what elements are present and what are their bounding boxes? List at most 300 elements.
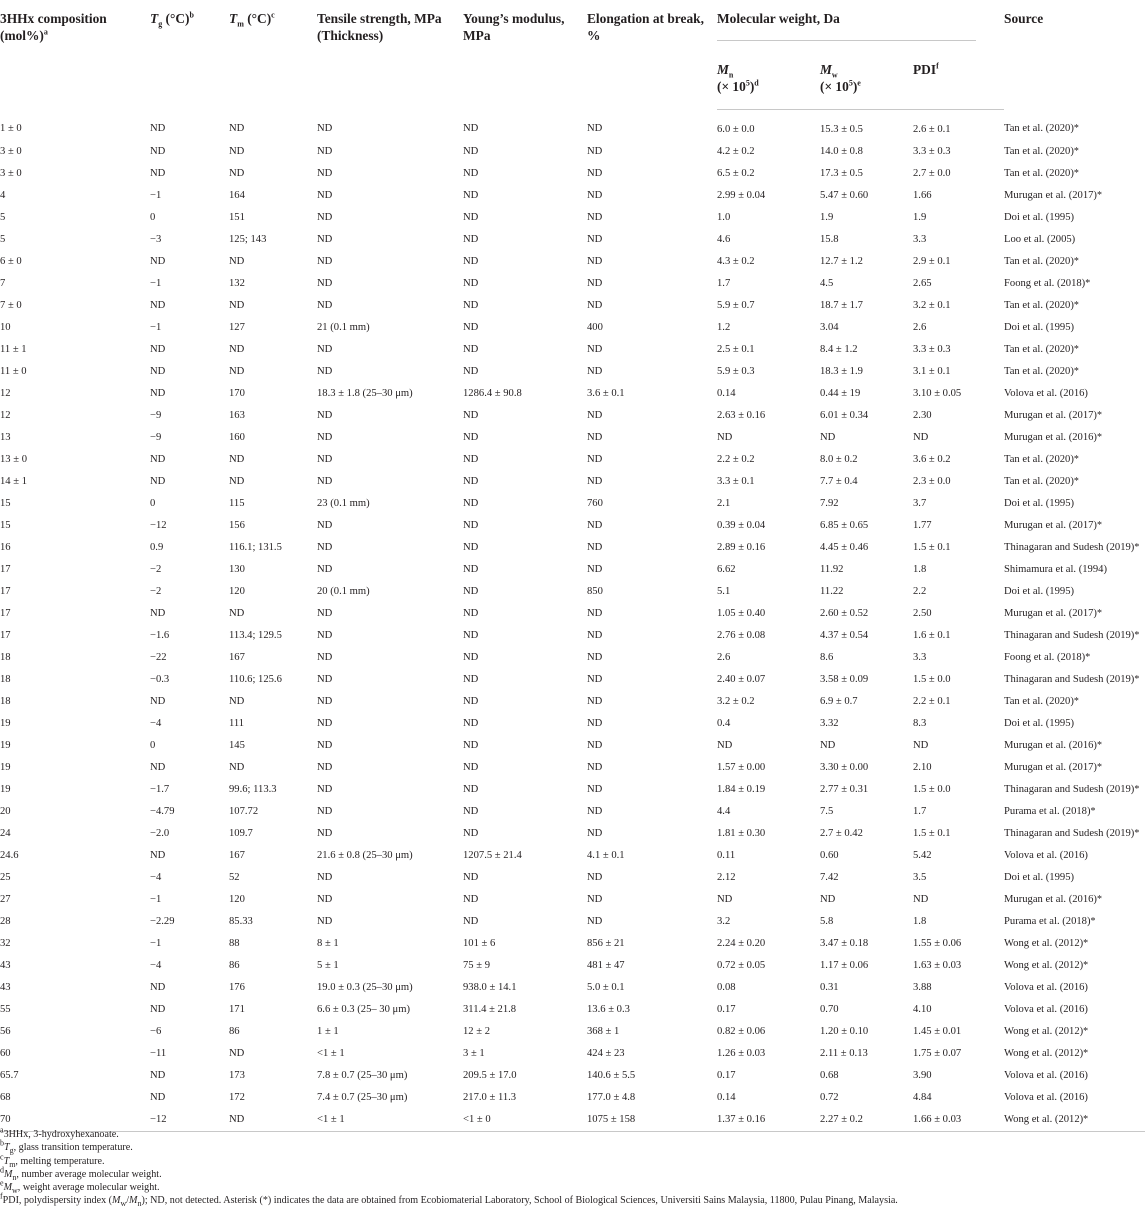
asterisk-marker: *: [1073, 475, 1079, 487]
cell-tensile-strength: 23 (0.1 mm): [317, 497, 370, 509]
cell-pdi: 2.2 ± 0.1: [913, 695, 951, 707]
cell-mn: 1.7: [717, 277, 731, 289]
cell-elongation: 1075 ± 158: [587, 1108, 717, 1132]
table-row: [0, 492, 1145, 514]
cell-tensile-strength: ND: [317, 519, 333, 531]
asterisk-marker: *: [1090, 915, 1096, 927]
cell-tg: −1: [150, 893, 162, 905]
cell-tg: ND: [150, 1091, 166, 1103]
cell-mn: 2.40 ± 0.07: [717, 673, 766, 685]
cell-tm: 88: [229, 937, 240, 949]
cell-mn: 0.82 ± 0.06: [717, 1025, 766, 1037]
cell-pdi: 3.7: [913, 497, 927, 509]
cell-source: Tan et al. (2020)*: [1004, 695, 1079, 707]
cell-youngs-modulus: ND: [463, 585, 479, 597]
cell-tm: ND: [229, 167, 245, 179]
cell-mn: ND: [717, 739, 733, 751]
asterisk-marker: *: [1083, 1025, 1089, 1037]
cell-mn: 5.9 ± 0.3: [717, 365, 755, 377]
table-row: [0, 910, 1145, 932]
cell-elongation: ND: [587, 189, 603, 201]
cell-mn: 2.76 ± 0.08: [717, 629, 766, 641]
cell-mw: 1.20 ± 0.10: [820, 1025, 869, 1037]
cell-elongation: ND: [587, 915, 603, 927]
table-row: [0, 998, 1145, 1020]
cell-tm: 172: [229, 1091, 245, 1103]
cell-tensile-strength: ND: [317, 189, 333, 201]
cell-tensile-strength: ND: [317, 123, 333, 135]
asterisk-marker: *: [1083, 959, 1089, 971]
table-row: [0, 668, 1145, 690]
cell-mn: 0.14: [717, 387, 736, 399]
cell-pdi: 1.75 ± 0.07: [913, 1047, 962, 1059]
cell-mn: 2.12: [717, 871, 736, 883]
table-row: [0, 932, 1145, 954]
cell-mn: 3.2 ± 0.2: [717, 695, 755, 707]
cell-composition: 15: [0, 497, 11, 509]
cell-youngs-modulus: ND: [463, 123, 479, 135]
cell-youngs-modulus: ND: [463, 299, 479, 311]
cell-tensile-strength: ND: [317, 365, 333, 377]
cell-source: Doi et al. (1995): [1004, 497, 1075, 509]
cell-source: Tan et al. (2020)*: [1004, 475, 1079, 487]
cell-tensile-strength: ND: [317, 233, 333, 245]
cell-mn: 1.0: [717, 211, 731, 223]
cell-mn: 0.4: [717, 717, 731, 729]
cell-mw: 18.7 ± 1.7: [820, 299, 863, 311]
cell-pdi: 1.5 ± 0.1: [913, 827, 951, 839]
cell-composition: 68: [0, 1091, 11, 1103]
cell-tg: −2.29: [150, 915, 175, 927]
table-row: [0, 448, 1145, 470]
cell-mw: ND: [820, 431, 836, 443]
cell-tm: ND: [229, 607, 245, 619]
cell-elongation: ND: [587, 475, 603, 487]
cell-mw: 3.47 ± 0.18: [820, 937, 869, 949]
table-row: [0, 602, 1145, 624]
cell-mw: 1.9: [820, 211, 834, 223]
cell-pdi: 3.3: [913, 651, 927, 663]
cell-tensile-strength: <1 ± 1: [317, 1047, 345, 1059]
cell-tm: 120: [229, 585, 245, 597]
table-row: [0, 404, 1145, 426]
cell-mn: 2.6: [717, 651, 731, 663]
cell-mn: 0.39 ± 0.04: [717, 519, 766, 531]
cell-composition: 1 ± 0: [0, 123, 22, 135]
cell-elongation: ND: [587, 277, 603, 289]
cell-pdi: 1.7: [913, 805, 927, 817]
cell-pdi: 2.6: [913, 321, 927, 333]
cell-mn: 0.11: [717, 849, 736, 861]
cell-youngs-modulus: ND: [463, 233, 479, 245]
cell-elongation: ND: [587, 783, 603, 795]
cell-youngs-modulus: ND: [463, 255, 479, 267]
cell-tg: ND: [150, 761, 166, 773]
cell-youngs-modulus: ND: [463, 277, 479, 289]
cell-mw: 3.04: [820, 321, 839, 333]
cell-elongation: ND: [587, 761, 603, 773]
cell-tg: ND: [150, 145, 166, 157]
asterisk-marker: *: [1134, 827, 1140, 839]
cell-tg: ND: [150, 255, 166, 267]
cell-tensile-strength: ND: [317, 673, 333, 685]
cell-mn: 0.14: [717, 1091, 736, 1103]
asterisk-marker: *: [1096, 189, 1102, 201]
asterisk-marker: *: [1134, 673, 1140, 685]
cell-source: Murugan et al. (2016)*: [1004, 739, 1102, 751]
cell-youngs-modulus: ND: [463, 145, 479, 157]
cell-youngs-modulus: ND: [463, 453, 479, 465]
header-molecular-weight: Molecular weight, Da: [717, 0, 1004, 50]
cell-elongation: ND: [587, 717, 603, 729]
cell-source: Tan et al. (2020)*: [1004, 453, 1079, 465]
cell-mw: 4.5: [820, 277, 834, 289]
cell-tg: 0: [150, 211, 156, 223]
cell-youngs-modulus: 311.4 ± 21.8: [463, 1003, 517, 1015]
cell-tg: −9: [150, 431, 162, 443]
cell-source: Wong et al. (2012)*: [1004, 1108, 1145, 1132]
cell-source: Murugan et al. (2017)*: [1004, 189, 1102, 201]
cell-tensile-strength: 6.6 ± 0.3 (25– 30 μm): [317, 1003, 411, 1015]
cell-tm: ND: [229, 475, 245, 487]
cell-composition: 17: [0, 607, 11, 619]
cell-tg: −1: [150, 277, 162, 289]
cell-tg: −12: [150, 519, 167, 531]
cell-mw: 0.72: [820, 1091, 839, 1103]
cell-source: Doi et al. (1995): [1004, 717, 1075, 729]
cell-mw: 6.01 ± 0.34: [820, 409, 869, 421]
cell-elongation: ND: [587, 827, 603, 839]
header-pdi: PDI$^f$: [913, 50, 1004, 110]
cell-mw: ND: [820, 739, 836, 751]
cell-youngs-modulus: 209.5 ± 17.0: [463, 1069, 517, 1081]
cell-tensile-strength: ND: [317, 827, 333, 839]
cell-tm: 130: [229, 563, 245, 575]
cell-composition: 5: [0, 233, 6, 245]
cell-elongation: ND: [587, 519, 603, 531]
cell-pdi: 2.3 ± 0.0: [913, 475, 951, 487]
cell-tg: ND: [150, 475, 166, 487]
cell-youngs-modulus: ND: [463, 739, 479, 751]
cell-composition: 20: [0, 805, 11, 817]
asterisk-marker: *: [1134, 629, 1140, 641]
cell-mn: 2.2 ± 0.2: [717, 453, 755, 465]
cell-composition: 24: [0, 827, 11, 839]
cell-elongation: ND: [587, 607, 603, 619]
cell-tensile-strength: ND: [317, 695, 333, 707]
cell-youngs-modulus: ND: [463, 651, 479, 663]
cell-pdi: 3.3 ± 0.3: [913, 145, 951, 157]
cell-mn: 2.89 ± 0.16: [717, 541, 766, 553]
cell-source: Volova et al. (2016): [1004, 1091, 1088, 1103]
cell-mn: 3.2: [717, 915, 731, 927]
table-row: [0, 646, 1145, 668]
cell-pdi: 3.90: [913, 1069, 932, 1081]
cell-tensile-strength: 21 (0.1 mm): [317, 321, 370, 333]
cell-tensile-strength: ND: [317, 409, 333, 421]
cell-mw: 0.68: [820, 1069, 839, 1081]
cell-source: Wong et al. (2012)*: [1004, 1025, 1089, 1037]
cell-tensile-strength: ND: [317, 563, 333, 575]
cell-elongation: ND: [587, 673, 603, 685]
header-tm: $T_m$ $(^\circ C)^c$: [229, 10, 275, 29]
cell-pdi: 1.45 ± 0.01: [913, 1025, 962, 1037]
cell-mw: 4.37 ± 0.54: [820, 629, 869, 641]
cell-youngs-modulus: ND: [463, 695, 479, 707]
cell-tg: ND: [150, 1069, 166, 1081]
cell-source: Wong et al. (2012)*: [1004, 937, 1089, 949]
asterisk-marker: *: [1096, 431, 1102, 443]
cell-tg: −1.7: [150, 783, 170, 795]
cell-pdi: 2.10: [913, 761, 932, 773]
table-row: [0, 866, 1145, 888]
cell-tg: ND: [150, 365, 166, 377]
cell-pdi: 3.3: [913, 233, 927, 245]
cell-mn: 6.0 ± 0.0: [717, 123, 755, 135]
cell-tm: 113.4; 129.5: [229, 629, 282, 641]
cell-tensile-strength: ND: [317, 629, 333, 641]
asterisk-marker: *: [1090, 805, 1096, 817]
cell-source: Thinagaran and Sudesh (2019)*: [1004, 629, 1140, 641]
footnote-c: $^cT_m$, melting temperature.: [0, 1152, 105, 1169]
cell-elongation: ND: [587, 453, 603, 465]
asterisk-marker: *: [1134, 541, 1140, 553]
cell-tensile-strength: ND: [317, 343, 333, 355]
cell-pdi: 1.8: [913, 915, 927, 927]
cell-mn: 1.84 ± 0.19: [717, 783, 766, 795]
cell-source: Volova et al. (2016): [1004, 849, 1088, 861]
cell-tm: ND: [229, 761, 245, 773]
cell-tensile-strength: ND: [317, 871, 333, 883]
cell-tm: 145: [229, 739, 245, 751]
table-row: [0, 624, 1145, 646]
cell-tensile-strength: ND: [317, 299, 333, 311]
cell-tensile-strength: 19.0 ± 0.3 (25–30 μm): [317, 981, 413, 993]
cell-tm: 127: [229, 321, 245, 333]
cell-tensile-strength: ND: [317, 893, 333, 905]
cell-tensile-strength: ND: [317, 475, 333, 487]
table-row: [0, 954, 1145, 976]
cell-tg: −2: [150, 563, 162, 575]
cell-tm: ND: [229, 1108, 317, 1132]
cell-pdi: 1.5 ± 0.0: [913, 783, 951, 795]
cell-composition: 25: [0, 871, 11, 883]
cell-mw: 14.0 ± 0.8: [820, 145, 863, 157]
cell-composition: 19: [0, 739, 11, 751]
cell-pdi: 1.55 ± 0.06: [913, 937, 962, 949]
cell-youngs-modulus: ND: [463, 563, 479, 575]
cell-composition: 12: [0, 409, 11, 421]
cell-composition: 19: [0, 761, 11, 773]
cell-pdi: 2.9 ± 0.1: [913, 255, 951, 267]
cell-tg: ND: [150, 607, 166, 619]
cell-tm: 85.33: [229, 915, 253, 927]
cell-elongation: ND: [587, 211, 603, 223]
cell-source: Volova et al. (2016): [1004, 981, 1088, 993]
cell-source: Murugan et al. (2016)*: [1004, 431, 1102, 443]
cell-composition: 3 ± 0: [0, 167, 22, 179]
cell-composition: 5: [0, 211, 6, 223]
cell-elongation: 3.6 ± 0.1: [587, 387, 625, 399]
cell-youngs-modulus: ND: [463, 915, 479, 927]
cell-mw: 12.7 ± 1.2: [820, 255, 863, 267]
cell-mw: 5.47 ± 0.60: [820, 189, 869, 201]
cell-mw: ND: [820, 893, 836, 905]
cell-tm: 160: [229, 431, 245, 443]
table-row: [0, 360, 1145, 382]
cell-source: Murugan et al. (2016)*: [1004, 893, 1102, 905]
cell-tensile-strength: 8 ± 1: [317, 937, 339, 949]
cell-pdi: 1.66 ± 0.03: [913, 1108, 1004, 1132]
cell-composition: 12: [0, 387, 11, 399]
table-row: [0, 470, 1145, 492]
cell-mw: 7.5: [820, 805, 834, 817]
cell-source: Murugan et al. (2017)*: [1004, 519, 1102, 531]
cell-tm: ND: [229, 145, 245, 157]
cell-mn: 2.5 ± 0.1: [717, 343, 755, 355]
cell-youngs-modulus: 101 ± 6: [463, 937, 496, 949]
cell-youngs-modulus: ND: [463, 365, 479, 377]
cell-tg: −9: [150, 409, 162, 421]
cell-tensile-strength: ND: [317, 717, 333, 729]
header-composition: 3HHx composition $(mol\%)^a$: [0, 11, 107, 43]
cell-mw: 15.3 ± 0.5: [820, 123, 863, 135]
table-row: [0, 110, 1145, 141]
cell-mn: 6.5 ± 0.2: [717, 167, 755, 179]
cell-tm: ND: [229, 343, 245, 355]
cell-mn: 1.37 ± 0.16: [717, 1108, 820, 1132]
cell-composition: 13: [0, 431, 11, 443]
cell-tg: ND: [150, 123, 166, 135]
cell-tg: −4: [150, 959, 162, 971]
cell-youngs-modulus: ND: [463, 805, 479, 817]
table-row: [0, 1064, 1145, 1086]
cell-tm: 115: [229, 497, 245, 509]
cell-tm: 170: [229, 387, 245, 399]
cell-source: Loo et al. (2005): [1004, 233, 1076, 245]
cell-mw: 0.60: [820, 849, 839, 861]
asterisk-marker: *: [1073, 453, 1079, 465]
cell-youngs-modulus: ND: [463, 321, 479, 333]
cell-pdi: 2.50: [913, 607, 932, 619]
cell-pdi: 3.10 ± 0.05: [913, 387, 962, 399]
asterisk-marker: *: [1096, 893, 1102, 905]
table-row: [0, 800, 1145, 822]
cell-tg: 0.9: [150, 541, 164, 553]
cell-pdi: 8.3: [913, 717, 927, 729]
cell-youngs-modulus: ND: [463, 629, 479, 641]
cell-composition: 28: [0, 915, 11, 927]
cell-elongation: ND: [587, 145, 603, 157]
cell-tensile-strength: ND: [317, 915, 333, 927]
cell-tensile-strength: ND: [317, 805, 333, 817]
cell-source: Purama et al. (2018)*: [1004, 915, 1096, 927]
cell-mn: 1.57 ± 0.00: [717, 761, 766, 773]
table-row: [0, 558, 1145, 580]
cell-composition: 32: [0, 937, 11, 949]
cell-composition: 14 ± 1: [0, 475, 28, 487]
cell-tensile-strength: ND: [317, 211, 333, 223]
cell-mw: 0.70: [820, 1003, 839, 1015]
cell-mw: 7.92: [820, 497, 839, 509]
cell-tg: −1: [150, 189, 162, 201]
cell-youngs-modulus: 1286.4 ± 90.8: [463, 387, 522, 399]
table-row: [0, 778, 1145, 800]
cell-composition: 13 ± 0: [0, 453, 28, 465]
cell-mn: 0.08: [717, 981, 736, 993]
cell-mw: 6.85 ± 0.65: [820, 519, 869, 531]
cell-source: Murugan et al. (2017)*: [1004, 607, 1102, 619]
cell-elongation: ND: [587, 431, 603, 443]
cell-pdi: ND: [913, 431, 929, 443]
cell-mn: 1.26 ± 0.03: [717, 1047, 766, 1059]
cell-youngs-modulus: ND: [463, 893, 479, 905]
cell-tm: 163: [229, 409, 245, 421]
cell-tm: 86: [229, 959, 240, 971]
cell-mn: 2.63 ± 0.16: [717, 409, 766, 421]
cell-tg: 0: [150, 739, 156, 751]
cell-pdi: 3.5: [913, 871, 927, 883]
cell-source: Tan et al. (2020)*: [1004, 343, 1079, 355]
cell-tensile-strength: ND: [317, 783, 333, 795]
cell-mn: 0.17: [717, 1003, 736, 1015]
cell-youngs-modulus: ND: [463, 761, 479, 773]
cell-tm: 107.72: [229, 805, 259, 817]
cell-youngs-modulus: ND: [463, 519, 479, 531]
table-row: [0, 250, 1145, 272]
footnote-b: $^bT_g$, glass transition temperature.: [0, 1138, 133, 1156]
cell-tensile-strength: ND: [317, 277, 333, 289]
cell-tm: 110.6; 125.6: [229, 673, 282, 685]
cell-tm: 171: [229, 1003, 245, 1015]
cell-elongation: 856 ± 21: [587, 937, 625, 949]
table-row: [0, 206, 1145, 228]
cell-tensile-strength: ND: [317, 145, 333, 157]
cell-source: Murugan et al. (2017)*: [1004, 409, 1102, 421]
cell-mn: 3.3 ± 0.1: [717, 475, 755, 487]
cell-composition: 60: [0, 1047, 11, 1059]
cell-mw: 8.4 ± 1.2: [820, 343, 858, 355]
table-row: [0, 162, 1145, 184]
header-elongation: Elongation at break, %: [587, 11, 704, 43]
cell-mn: 1.2: [717, 321, 731, 333]
cell-composition: 17: [0, 563, 11, 575]
cell-tensile-strength: ND: [317, 541, 333, 553]
cell-elongation: 850: [587, 585, 603, 597]
cell-elongation: 400: [587, 321, 603, 333]
cell-tm: 109.7: [229, 827, 253, 839]
cell-source: Wong et al. (2012)*: [1004, 959, 1089, 971]
cell-composition: 6 ± 0: [0, 255, 22, 267]
cell-tm: 173: [229, 1069, 245, 1081]
cell-pdi: 5.42: [913, 849, 932, 861]
cell-tensile-strength: ND: [317, 651, 333, 663]
table-row: [0, 338, 1145, 360]
asterisk-marker: *: [1073, 695, 1079, 707]
cell-tm: ND: [229, 453, 245, 465]
cell-source: Tan et al. (2020)*: [1004, 145, 1079, 157]
cell-source: Foong et al. (2018)*: [1004, 277, 1091, 289]
cell-pdi: 3.2 ± 0.1: [913, 299, 951, 311]
table-row: [0, 184, 1145, 206]
cell-elongation: ND: [587, 299, 603, 311]
cell-tensile-strength: 21.6 ± 0.8 (25–30 μm): [317, 849, 413, 861]
cell-youngs-modulus: ND: [463, 189, 479, 201]
cell-pdi: 1.63 ± 0.03: [913, 959, 962, 971]
cell-source: Murugan et al. (2017)*: [1004, 761, 1102, 773]
cell-tg: −11: [150, 1047, 167, 1059]
cell-pdi: 3.88: [913, 981, 932, 993]
